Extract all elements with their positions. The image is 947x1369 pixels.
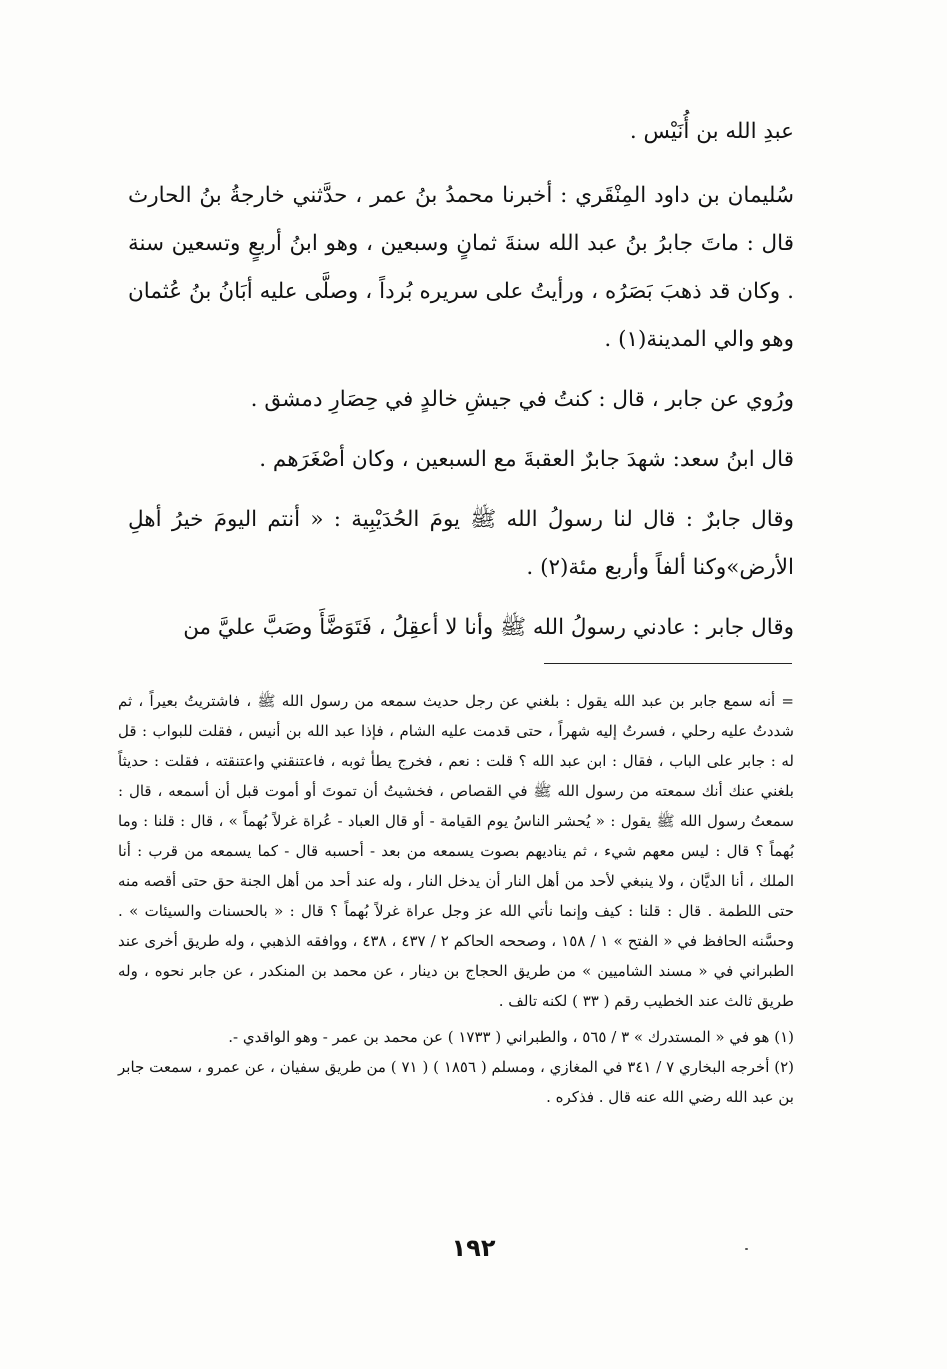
paragraph-1: عبدِ الله بن أُنَيْس . <box>629 119 794 144</box>
main-text <box>128 108 794 664</box>
scan-speck <box>745 1248 748 1250</box>
paragraph-2: سُليمان بن داود المِنْقَري : أخبرنا محمدُ بنُ عمر ، حدَّثني خارجةُ بنُ الحارث قال : ماتَ جابرُ بنُ عبد الله سنةَ ثمانٍ وسبعين ، وهو ابنُ أربعٍ وتسعين سنة . وكان قد ذهبَ بَصَرُه ، ورأيتُ على سريره بُرداً ، وصلَّى عليه أبَانُ بنُ عُثمان وهو والي المدينة(١) . <box>128 183 794 352</box>
footnote-1: (١) هو في « المستدرك » ٣ / ٥٦٥ ، والطبراني ( ١٧٣٣ ) عن محمد بن عمر - وهو الواقدي -. <box>228 1028 794 1046</box>
paragraph-5: وقال جابرٌ : قال لنا رسولُ الله ﷺ يومَ الحُدَيْبِية : « أنتم اليومَ خيرُ أهلِ الأرض»وكنا ألفاً وأربع مئة(٢) . <box>128 507 794 580</box>
footnote-continuation: = أنه سمع جابر بن عبد الله يقول : بلغني عن رجل حديث سمعه من رسول الله ﷺ ، فاشتريتُ بعيراً ، ثم شددتُ عليه رحلي ، فسرتُ إليه شهراً ، حتى قدمت عليه الشام ، فإذا عبد الله بن أنيس ، فقلت للبواب : قل له : جابر على الباب ، فقال : ابن عبد الله ؟ قلت : نعم ، فخرج يطأ ثوبه ، فاعتنقني واعتنقته ، فقلت : حديثاً بلغني عنك أنك سمعته من رسول الله ﷺ في القصاص ، فخشيتُ أن تموتَ أو أموت قبل أن أسمعه ، قال : سمعتُ رسول الله ﷺ يقول : « يُحشر الناسُ يوم القيامة - أو قال العباد - عُراة غرلاً بُهماً » ، قال : قلنا : وما بُهماً ؟ قال : ليس معهم شيء ، ثم يناديهم بصوت يسمعه من بعد - أحسبه قال - كما يسمعه من قرب : أنا الملك ، أنا الديَّان ، ولا ينبغي لأحد من أهل النار أن يدخل النار ، وله عند أحد من أهل الجنة حق حتى أقصه منه حتى اللطمة . قال : قلنا : كيف وإنما نأتي الله عز وجل عراة غرلاً بُهماً ؟ قال : « بالحسنات والسيئات » . وحسَّنه الحافظ في « الفتح » ١ / ١٥٨ ، وصححه الحاكم ٢ / ٤٣٧ ، ٤٣٨ ، ووافقه الذهبي ، وله طريق أخرى عند الطبراني في « مسند الشاميين » من طريق الحجاج بن دينار ، عن محمد بن المنكدر ، عن جابر نحوه ، وله طريق ثالث عند الخطيب رقم ( ٣٣ ) لكنه تالف . <box>118 692 794 1010</box>
page-number: ١٩٢ <box>451 1234 496 1262</box>
paragraph-3: ورُوي عن جابر ، قال : كنتُ في جيشِ خالدٍ في حِصَارِ دمشق . <box>250 387 794 412</box>
paragraph-4: قال ابنُ سعد: شهدَ جابرٌ العقبةَ مع السبعين ، وكان أصْغَرَهم . <box>259 447 794 472</box>
paragraph-6: وقال جابر : عادني رسولُ الله ﷺ وأنا لا أعقِلُ ، فَتَوَضَّأَ وصَبَّ عليَّ من <box>183 615 794 640</box>
footnote-2: (٢) أخرجه البخاري ٧ / ٣٤١ في المغازي ، ومسلم ( ١٨٥٦ ) ( ٧١ ) من طريق سفيان ، عن عمرو ، سمعت جابر بن عبد الله رضي الله عنه قال . فذكره . <box>118 1058 794 1106</box>
footnote-divider <box>544 663 792 664</box>
footnotes <box>118 686 794 1112</box>
